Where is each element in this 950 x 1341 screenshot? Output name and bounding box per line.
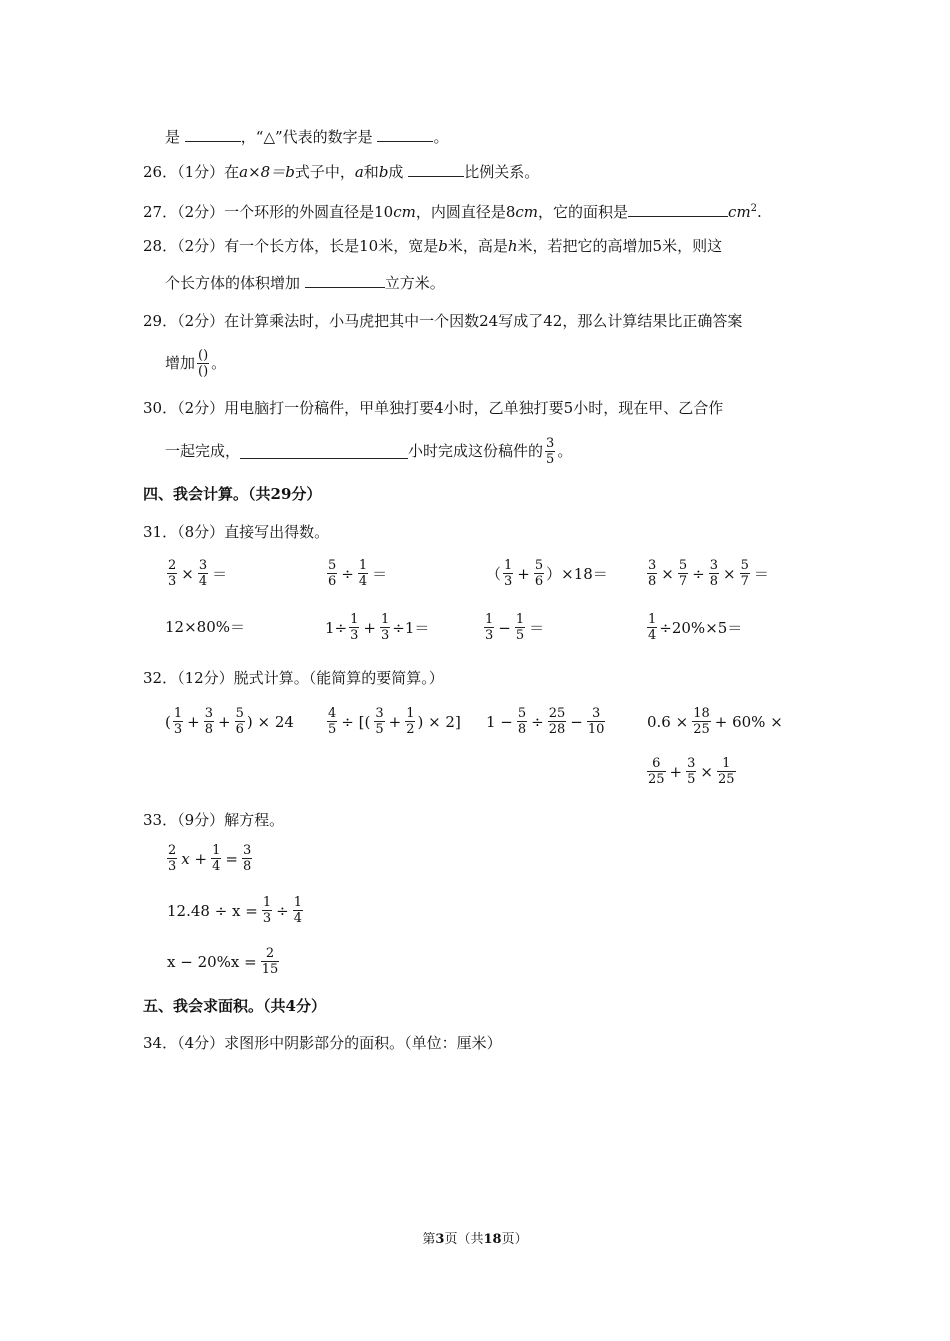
expr-31-8: $\frac{1}{4}$ ÷20%×5＝ [648, 612, 743, 643]
question-27: 27．（2分）一个环形的外圆直径是10cm，内圆直径是8cm，它的面积是 $cm^2$. [143, 203, 762, 221]
question-34: 34．（4分）求图形中阴影部分的面积。（单位：厘米） [143, 1034, 502, 1052]
question-26: 26．（1分）在a×8＝b式子中，a和b成 比例关系。 [143, 163, 540, 181]
question-30-line2: 一起完成， 小时完成这份稿件的 $\frac{3}{5}$ 。 [165, 435, 573, 467]
expr-31-5: 12×80%＝ [165, 618, 245, 636]
equation-2: 12.48 ÷ x = $\frac{1}{3}$ ÷ $\frac{1}{4}$ [167, 895, 302, 926]
expr-31-4: $\frac{3}{8}$ × $\frac{5}{7}$ ÷ $\frac{3}{8}$ × $\frac{5}{7}$ ＝ [648, 558, 769, 589]
answer-blank[interactable] [185, 127, 241, 142]
expr-32-3: 1 − $\frac{5}{8}$ ÷ $\frac{25}{28}$ − $\frac{3}{10}$ [486, 706, 605, 737]
question-33: 33．（9分）解方程。 [143, 811, 285, 829]
page-footer: 第3页（共18页） [422, 1232, 528, 1247]
expr-31-1: $\frac{2}{3}$ × $\frac{3}{4}$ ＝ [168, 558, 228, 589]
section-heading-5: 五、我会求面积。（共4分） [143, 997, 326, 1015]
question-29: 29．（2分）在计算乘法时，小马虎把其中一个因数24写成了42，那么计算结果比正确答案 [143, 312, 743, 330]
expr-32-2: $\frac{4}{5}$ ÷ [( $\frac{3}{5}$ + $\frac{1}{2}$ ) × 2] [328, 706, 461, 737]
answer-blank[interactable] [305, 273, 385, 288]
expr-32-1: ( $\frac{1}{3}$ + $\frac{3}{8}$ + $\frac{5}{6}$ ) × 24 [165, 706, 294, 737]
question-32: 32．（12分）脱式计算。（能简算的要简算。） [143, 669, 444, 687]
answer-blank[interactable] [628, 202, 728, 217]
fraction: $\frac{3}{5}$ [546, 435, 555, 467]
question-31: 31．（8分）直接写出得数。 [143, 523, 330, 541]
question-29-line2: 增加 $\frac{()}{()}$ 。 [165, 347, 227, 379]
expr-31-2: $\frac{5}{6}$ ÷ $\frac{1}{4}$ ＝ [328, 558, 388, 589]
expr-31-3: （ $\frac{1}{3}$ + $\frac{5}{6}$ ）×18＝ [486, 558, 608, 589]
equation-1: $\frac{2}{3}$ x + $\frac{1}{4}$ = $\frac{3}{8}$ [168, 843, 252, 874]
answer-blank[interactable] [377, 127, 433, 142]
answer-blank[interactable] [240, 444, 408, 459]
expr-32-4: 0.6 × $\frac{18}{25}$ + 60% × [647, 706, 783, 737]
expr-31-6: 1÷ $\frac{1}{3}$ + $\frac{1}{3}$ ÷1＝ [325, 612, 430, 643]
section-heading-4: 四、我会计算。（共29分） [143, 485, 322, 503]
fraction: $\frac{()}{()}$ [198, 347, 209, 379]
equation-3: x − 20%x = $\frac{2}{15}$ [167, 946, 279, 977]
question-30: 30．（2分）用电脑打一份稿件，甲单独打要4小时，乙单独打要5小时，现在甲、乙合作 [143, 399, 724, 417]
q25-line: 是 ，“△”代表的数字是 。 [165, 128, 449, 146]
expr-32-4-cont: $\frac{6}{25}$ + $\frac{3}{5}$ × $\frac{1}{25}$ [648, 756, 735, 787]
question-28: 28．（2分）有一个长方体，长是10米，宽是b米，高是h米，若把它的高增加5米，则这 [143, 237, 723, 255]
question-28-line2: 个长方体的体积增加 立方米。 [165, 274, 445, 292]
answer-blank[interactable] [408, 162, 464, 177]
expr-31-7: $\frac{1}{3}$ − $\frac{1}{5}$ ＝ [485, 612, 545, 643]
